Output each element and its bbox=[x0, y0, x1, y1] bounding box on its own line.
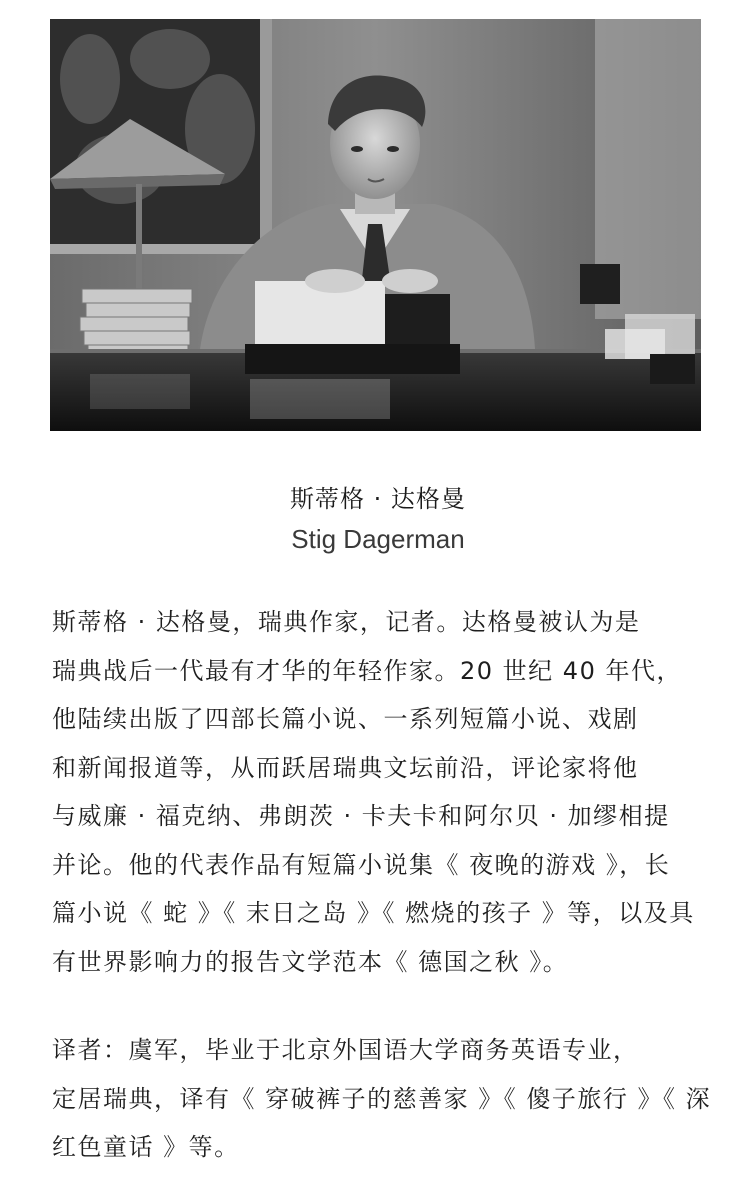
author-name-chinese: 斯蒂格 · 达格曼 bbox=[290, 485, 466, 513]
author-name-english: Stig Dagerman bbox=[291, 524, 465, 554]
translator-line: 红色童话 》等。 bbox=[52, 1133, 240, 1161]
biography-line: 斯蒂格 · 达格曼，瑞典作家，记者。达格曼被认为是 bbox=[52, 608, 641, 636]
biography-line: 和新闻报道等，从而跃居瑞典文坛前沿，评论家将他 bbox=[52, 753, 639, 782]
translator-line: 定居瑞典，译有《 穿破裤子的慈善家 》《 傻子旅行 》《 深 bbox=[52, 1084, 712, 1113]
translator-note bbox=[52, 1026, 712, 1172]
biography-line: 并论。他的代表作品有短篇小说集《 夜晚的游戏 》，长 bbox=[52, 850, 671, 879]
biography-line: 篇小说《 蛇 》《 末日之岛 》《 燃烧的孩子 》等，以及具 bbox=[52, 899, 695, 927]
biography-line: 有世界影响力的报告文学范本《 德国之秋 》。 bbox=[52, 947, 569, 976]
author-biography bbox=[52, 598, 712, 986]
biography-line: 与威廉 · 福克纳、弗朗茨 · 卡夫卡和阿尔贝 · 加缪相提 bbox=[52, 802, 670, 830]
translator-line: 译者：虞军，毕业于北京外国语大学商务英语专业， bbox=[52, 1036, 639, 1064]
biography-line: 瑞典战后一代最有才华的年轻作家。20 世纪 40 年代， bbox=[52, 656, 682, 685]
author-photo bbox=[50, 19, 701, 431]
author-photo-illustration bbox=[50, 19, 701, 431]
biography-line: 他陆续出版了四部长篇小说、一系列短篇小说、戏剧 bbox=[52, 705, 639, 733]
